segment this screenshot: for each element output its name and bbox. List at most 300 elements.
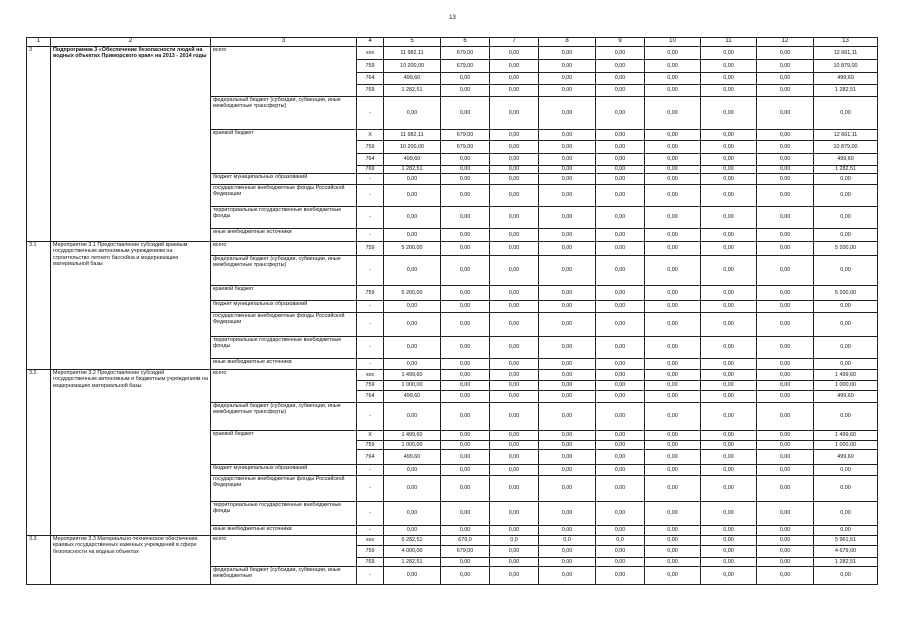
amount-cell: 0,00 <box>814 465 878 476</box>
funding-source: федеральный бюджет (субсидии, субвенции, иные межбюджетные трансферты) <box>211 97 357 130</box>
budget-code: 769 <box>357 166 384 174</box>
amount-cell: 0,00 <box>441 229 490 242</box>
amount-cell: 0,00 <box>645 229 701 242</box>
amount-cell: 0,00 <box>757 441 814 450</box>
item-number: 3.2. <box>27 370 51 536</box>
amount-cell: 0,00 <box>384 359 441 370</box>
amount-cell: 0,00 <box>441 502 490 526</box>
amount-cell: 0,00 <box>539 370 596 381</box>
amount-cell: 0,00 <box>490 60 539 73</box>
amount-cell: 0,00 <box>757 546 814 558</box>
item-number: 3.3 <box>27 536 51 585</box>
amount-cell: 0,00 <box>701 47 757 60</box>
amount-cell: 0,00 <box>490 166 539 174</box>
column-header-3: 3 <box>211 38 357 47</box>
amount-cell: 0,00 <box>701 370 757 381</box>
amount-cell: 0,00 <box>539 256 596 286</box>
amount-cell: 0,00 <box>645 154 701 166</box>
amount-cell: 0,00 <box>701 301 757 313</box>
amount-cell: 0,00 <box>645 381 701 391</box>
budget-code: X <box>357 431 384 441</box>
amount-cell: 1 000,00 <box>384 441 441 450</box>
amount-cell: 0,00 <box>645 370 701 381</box>
amount-cell: 0,00 <box>757 47 814 60</box>
amount-cell: 0,00 <box>490 567 539 585</box>
budget-code: - <box>357 465 384 476</box>
amount-cell: 0,00 <box>645 359 701 370</box>
amount-cell: 10 879,00 <box>814 141 878 154</box>
amount-cell: 0,00 <box>384 185 441 207</box>
amount-cell: 0,00 <box>490 174 539 185</box>
budget-code: 759 <box>357 242 384 256</box>
amount-cell: 0,00 <box>596 229 645 242</box>
amount-cell: 0,00 <box>701 166 757 174</box>
amount-cell: 0,00 <box>645 207 701 229</box>
amount-cell: 0,00 <box>490 391 539 403</box>
amount-cell: 0,00 <box>441 97 490 130</box>
amount-cell: 5 200,00 <box>384 286 441 301</box>
amount-cell: 0,00 <box>757 130 814 141</box>
amount-cell: 0,00 <box>645 546 701 558</box>
amount-cell: 0,00 <box>814 359 878 370</box>
budget-code: - <box>357 337 384 359</box>
amount-cell: 499,60 <box>814 450 878 465</box>
amount-cell: 0,00 <box>441 185 490 207</box>
amount-cell: 0,00 <box>596 441 645 450</box>
budget-code: 764 <box>357 391 384 403</box>
amount-cell: 0,00 <box>441 465 490 476</box>
amount-cell: 0,00 <box>701 154 757 166</box>
funding-source: иные внебюджетные источники <box>211 229 357 242</box>
amount-cell: 0,00 <box>441 558 490 567</box>
amount-cell: 0,00 <box>701 567 757 585</box>
amount-cell: 0,00 <box>596 286 645 301</box>
amount-cell: 0,00 <box>645 174 701 185</box>
amount-cell: 0,00 <box>539 85 596 97</box>
amount-cell: 0,00 <box>645 431 701 441</box>
amount-cell: 0,00 <box>701 60 757 73</box>
amount-cell: 0,00 <box>384 337 441 359</box>
amount-cell: 0,00 <box>757 526 814 536</box>
amount-cell: 0,00 <box>441 256 490 286</box>
column-header-6: 6 <box>441 38 490 47</box>
amount-cell: 0,00 <box>757 256 814 286</box>
amount-cell: 0,00 <box>596 403 645 431</box>
budget-code: X <box>357 130 384 141</box>
amount-cell: 0,00 <box>441 431 490 441</box>
amount-cell: 499,60 <box>384 154 441 166</box>
amount-cell: 0,00 <box>596 526 645 536</box>
budget-code: - <box>357 174 384 185</box>
amount-cell: 0,00 <box>490 381 539 391</box>
amount-cell: 0,00 <box>757 229 814 242</box>
amount-cell: 0,00 <box>441 359 490 370</box>
amount-cell: 0,00 <box>596 154 645 166</box>
budget-code: - <box>357 256 384 286</box>
amount-cell: 0,00 <box>441 73 490 85</box>
amount-cell: 499,60 <box>384 450 441 465</box>
funding-source: федеральный бюджет (субсидии, субвенции, иные межбюджетные трансферты) <box>211 256 357 286</box>
funding-source: бюджет муниципальных образований <box>211 465 357 476</box>
amount-cell: 679,00 <box>441 60 490 73</box>
amount-cell: 0,00 <box>539 174 596 185</box>
amount-cell: 0,00 <box>441 301 490 313</box>
amount-cell: 0,00 <box>490 185 539 207</box>
budget-code: - <box>357 359 384 370</box>
amount-cell: 0,00 <box>539 166 596 174</box>
amount-cell: 1 282,51 <box>814 166 878 174</box>
amount-cell: 0,00 <box>701 403 757 431</box>
amount-cell: 0,00 <box>596 242 645 256</box>
amount-cell: 0,00 <box>384 465 441 476</box>
column-header-1: 1 <box>27 38 51 47</box>
amount-cell: 0,00 <box>490 85 539 97</box>
amount-cell: 0,00 <box>441 174 490 185</box>
amount-cell: 0,00 <box>539 301 596 313</box>
amount-cell: 0,00 <box>539 207 596 229</box>
amount-cell: 0,00 <box>701 431 757 441</box>
amount-cell: 0,00 <box>384 256 441 286</box>
amount-cell: 0,00 <box>645 536 701 546</box>
amount-cell: 0,00 <box>757 174 814 185</box>
amount-cell: 0,00 <box>701 381 757 391</box>
amount-cell: 0,00 <box>701 242 757 256</box>
amount-cell: 0,00 <box>645 242 701 256</box>
amount-cell: 0,00 <box>757 286 814 301</box>
amount-cell: 0,00 <box>539 441 596 450</box>
amount-cell: 0,00 <box>490 558 539 567</box>
amount-cell: 0,00 <box>441 526 490 536</box>
amount-cell: 0,00 <box>701 174 757 185</box>
funding-source: федеральный бюджет (субсидии, субвенции, иные межбюджетные <box>211 567 357 585</box>
amount-cell: 0,00 <box>539 337 596 359</box>
amount-cell: 0,00 <box>490 301 539 313</box>
item-title: Мероприятие 3.1 Предоставление субсидий краевым государственным автономным учреждениям на строительство летнего бассейна и модернизацию материальной базы <box>51 242 211 370</box>
amount-cell: 0,00 <box>490 47 539 60</box>
budget-code: 764 <box>357 154 384 166</box>
amount-cell: 0,00 <box>645 450 701 465</box>
amount-cell: 0,00 <box>645 47 701 60</box>
amount-cell: 0,00 <box>757 381 814 391</box>
amount-cell: 0,00 <box>539 567 596 585</box>
table-row <box>27 242 878 256</box>
amount-cell: 0,00 <box>701 73 757 85</box>
amount-cell: 0,00 <box>757 141 814 154</box>
column-header-9: 9 <box>596 38 645 47</box>
amount-cell: 0,00 <box>645 166 701 174</box>
amount-cell: 0,00 <box>490 431 539 441</box>
funding-source: всего <box>211 370 357 403</box>
amount-cell: 0,00 <box>539 465 596 476</box>
amount-cell: 0,00 <box>539 60 596 73</box>
amount-cell: 0,00 <box>701 450 757 465</box>
amount-cell: 0,00 <box>645 286 701 301</box>
amount-cell: 5 282,51 <box>384 536 441 546</box>
amount-cell: 0,00 <box>645 73 701 85</box>
amount-cell: 0,00 <box>814 301 878 313</box>
budget-code: 759 <box>357 141 384 154</box>
column-header-5: 5 <box>384 38 441 47</box>
column-header-4: 4 <box>357 38 384 47</box>
amount-cell: 679,00 <box>441 130 490 141</box>
amount-cell: 0,00 <box>441 403 490 431</box>
funding-source: государственные внебюджетные фонды Российской Федерации <box>211 476 357 502</box>
budget-code: xxx <box>357 47 384 60</box>
amount-cell: 0,00 <box>384 476 441 502</box>
amount-cell: 0,00 <box>384 403 441 431</box>
amount-cell: 0,00 <box>539 73 596 85</box>
budget-code: 759 <box>357 441 384 450</box>
amount-cell: 0,00 <box>757 567 814 585</box>
amount-cell: 0,00 <box>757 431 814 441</box>
amount-cell: 1 000,00 <box>814 381 878 391</box>
column-header-11: 11 <box>701 38 757 47</box>
amount-cell: 0,00 <box>441 476 490 502</box>
budget-code: - <box>357 301 384 313</box>
amount-cell: 0,00 <box>757 337 814 359</box>
amount-cell: 11 982,11 <box>384 47 441 60</box>
amount-cell: 1 282,51 <box>814 85 878 97</box>
amount-cell: 0,00 <box>701 85 757 97</box>
amount-cell: 0,00 <box>596 465 645 476</box>
funding-source: территориальные государственные внебюджетные фонды <box>211 337 357 359</box>
item-number: 3 <box>27 47 51 242</box>
funding-source: краевой бюджет <box>211 431 357 465</box>
amount-cell: 0,00 <box>490 441 539 450</box>
amount-cell: 4 000,00 <box>384 546 441 558</box>
amount-cell: 0,00 <box>814 403 878 431</box>
amount-cell: 0,00 <box>441 207 490 229</box>
funding-source: всего <box>211 47 357 97</box>
amount-cell: 0,00 <box>701 536 757 546</box>
amount-cell: 1 000,00 <box>814 441 878 450</box>
amount-cell: 0,00 <box>384 301 441 313</box>
amount-cell: 0,00 <box>539 130 596 141</box>
page-number: 13 <box>449 15 456 21</box>
amount-cell: 0,00 <box>757 97 814 130</box>
amount-cell: 1 000,00 <box>384 381 441 391</box>
amount-cell: 0,00 <box>757 476 814 502</box>
amount-cell: 0,00 <box>539 242 596 256</box>
amount-cell: 10 200,00 <box>384 60 441 73</box>
amount-cell: 0,00 <box>701 441 757 450</box>
amount-cell: 0,00 <box>596 450 645 465</box>
amount-cell: 1 282,51 <box>384 85 441 97</box>
amount-cell: 5 961,51 <box>814 536 878 546</box>
amount-cell: 0,00 <box>814 229 878 242</box>
amount-cell: 0,00 <box>441 391 490 403</box>
amount-cell: 0,00 <box>814 97 878 130</box>
amount-cell: 0,00 <box>701 141 757 154</box>
amount-cell: 0,00 <box>701 229 757 242</box>
amount-cell: 0,00 <box>596 391 645 403</box>
amount-cell: 0,00 <box>539 185 596 207</box>
budget-code: 764 <box>357 73 384 85</box>
amount-cell: 0,00 <box>441 450 490 465</box>
amount-cell: 0,00 <box>490 370 539 381</box>
amount-cell: 1 282,51 <box>814 558 878 567</box>
amount-cell: 0,00 <box>596 73 645 85</box>
amount-cell: 0,00 <box>539 476 596 502</box>
amount-cell: 0,00 <box>701 359 757 370</box>
amount-cell: 0,00 <box>757 85 814 97</box>
amount-cell: 0,00 <box>441 313 490 337</box>
amount-cell: 0,00 <box>814 174 878 185</box>
budget-code: - <box>357 502 384 526</box>
amount-cell: 0,00 <box>490 465 539 476</box>
amount-cell: 0,00 <box>490 546 539 558</box>
amount-cell: 0,00 <box>596 174 645 185</box>
funding-source: государственные внебюджетные фонды Российской Федерации <box>211 313 357 337</box>
amount-cell: 0,00 <box>757 465 814 476</box>
amount-cell: 0,00 <box>384 526 441 536</box>
amount-cell: 0,00 <box>441 370 490 381</box>
amount-cell: 0,00 <box>441 85 490 97</box>
amount-cell: 11 982,11 <box>384 130 441 141</box>
program-funding-table <box>26 37 878 585</box>
amount-cell: 0,00 <box>757 207 814 229</box>
amount-cell: 0,00 <box>441 166 490 174</box>
amount-cell: 0,00 <box>441 286 490 301</box>
amount-cell: 0,00 <box>441 242 490 256</box>
amount-cell: 0,00 <box>539 313 596 337</box>
amount-cell: 4 679,00 <box>814 546 878 558</box>
amount-cell: 0,00 <box>701 465 757 476</box>
amount-cell: 0,00 <box>441 381 490 391</box>
item-title: Мероприятие 3.2 Предоставление субсидий государственным автономным и бюджетным учреждениям на модернизацию материальной базы <box>51 370 211 536</box>
amount-cell: 499,60 <box>814 73 878 85</box>
amount-cell: 0,00 <box>490 450 539 465</box>
budget-code: 759 <box>357 546 384 558</box>
funding-source: всего <box>211 536 357 567</box>
amount-cell: 0,00 <box>645 391 701 403</box>
amount-cell: 0,00 <box>701 546 757 558</box>
amount-cell: 0,00 <box>645 85 701 97</box>
amount-cell: 0,00 <box>539 546 596 558</box>
amount-cell: 0,00 <box>814 337 878 359</box>
funding-source: бюджет муниципальных образований <box>211 301 357 313</box>
budget-code: - <box>357 567 384 585</box>
amount-cell: 0,00 <box>539 154 596 166</box>
amount-cell: 0,00 <box>814 256 878 286</box>
amount-cell: 0,00 <box>596 337 645 359</box>
amount-cell: 0,00 <box>596 185 645 207</box>
amount-cell: 0,00 <box>596 141 645 154</box>
amount-cell: 0,00 <box>645 313 701 337</box>
amount-cell: 0,00 <box>645 141 701 154</box>
table-row <box>27 370 878 381</box>
funding-source: территориальные государственные внебюджетные фонды <box>211 207 357 229</box>
amount-cell: 0,00 <box>539 391 596 403</box>
item-number: 3.1 <box>27 242 51 370</box>
amount-cell: 0,00 <box>490 229 539 242</box>
budget-code: 769 <box>357 85 384 97</box>
amount-cell: 0,00 <box>814 207 878 229</box>
amount-cell: 0,00 <box>490 286 539 301</box>
amount-cell: 0,00 <box>539 403 596 431</box>
budget-code: 759 <box>357 60 384 73</box>
amount-cell: 0,00 <box>490 313 539 337</box>
amount-cell: 0,00 <box>490 476 539 502</box>
amount-cell: 0,00 <box>441 567 490 585</box>
amount-cell: 10 879,00 <box>814 60 878 73</box>
amount-cell: 0,00 <box>701 286 757 301</box>
amount-cell: 0,00 <box>539 502 596 526</box>
amount-cell: 0,00 <box>490 359 539 370</box>
amount-cell: 0,00 <box>596 47 645 60</box>
budget-code: xxx <box>357 536 384 546</box>
amount-cell: 0,00 <box>539 558 596 567</box>
budget-code: - <box>357 476 384 502</box>
amount-cell: 0,00 <box>814 526 878 536</box>
amount-cell: 1 499,60 <box>814 370 878 381</box>
amount-cell: 0,00 <box>701 476 757 502</box>
amount-cell: 679,00 <box>441 141 490 154</box>
amount-cell: 0,00 <box>539 359 596 370</box>
amount-cell: 0,00 <box>441 154 490 166</box>
amount-cell: 0,00 <box>645 301 701 313</box>
funding-source: бюджет муниципальных образований <box>211 174 357 185</box>
amount-cell: 0,00 <box>701 97 757 130</box>
budget-code: - <box>357 207 384 229</box>
funding-source: федеральный бюджет (субсидии, субвенции, иные межбюджетные трансферты) <box>211 403 357 431</box>
amount-cell: 0,00 <box>757 403 814 431</box>
column-header-2: 2 <box>51 38 211 47</box>
amount-cell: 0,00 <box>539 141 596 154</box>
amount-cell: 0,00 <box>645 337 701 359</box>
funding-source: государственные внебюджетные фонды Российской Федерации <box>211 185 357 207</box>
amount-cell: 0,00 <box>645 130 701 141</box>
table-row <box>27 536 878 546</box>
amount-cell: 5 200,00 <box>814 286 878 301</box>
amount-cell: 0,00 <box>596 558 645 567</box>
budget-code: - <box>357 97 384 130</box>
amount-cell: 0,00 <box>757 502 814 526</box>
amount-cell: 0,00 <box>596 431 645 441</box>
amount-cell: 12 661,11 <box>814 130 878 141</box>
amount-cell: 0,00 <box>701 558 757 567</box>
amount-cell: 0,00 <box>757 391 814 403</box>
budget-code: xxx <box>357 370 384 381</box>
amount-cell: 0,00 <box>596 381 645 391</box>
amount-cell: 0,00 <box>539 47 596 60</box>
amount-cell: 0,00 <box>596 130 645 141</box>
amount-cell: 0,00 <box>757 359 814 370</box>
amount-cell: 1 499,60 <box>384 431 441 441</box>
amount-cell: 499,60 <box>814 154 878 166</box>
amount-cell: 499,60 <box>384 391 441 403</box>
amount-cell: 0,00 <box>384 174 441 185</box>
amount-cell: 0,00 <box>645 465 701 476</box>
amount-cell: 0,00 <box>596 256 645 286</box>
amount-cell: 0,00 <box>490 256 539 286</box>
funding-source: краевой бюджет <box>211 130 357 174</box>
amount-cell: 0,00 <box>490 502 539 526</box>
budget-code: 759 <box>357 381 384 391</box>
budget-code: - <box>357 526 384 536</box>
amount-cell: 0,00 <box>814 185 878 207</box>
amount-cell: 0,00 <box>539 97 596 130</box>
amount-cell: 0,00 <box>596 476 645 502</box>
amount-cell: 0,00 <box>645 403 701 431</box>
funding-source: иные внебюджетные источники <box>211 526 357 536</box>
amount-cell: 0,00 <box>701 256 757 286</box>
amount-cell: 0,00 <box>596 359 645 370</box>
amount-cell: 0,00 <box>539 286 596 301</box>
amount-cell: 0,00 <box>701 337 757 359</box>
item-title: Мероприятие 3.3 Материально-техническое обеспечение краевых государственных казенных учреждений в сфере безопасности на водных объектах <box>51 536 211 585</box>
amount-cell: 499,60 <box>384 73 441 85</box>
